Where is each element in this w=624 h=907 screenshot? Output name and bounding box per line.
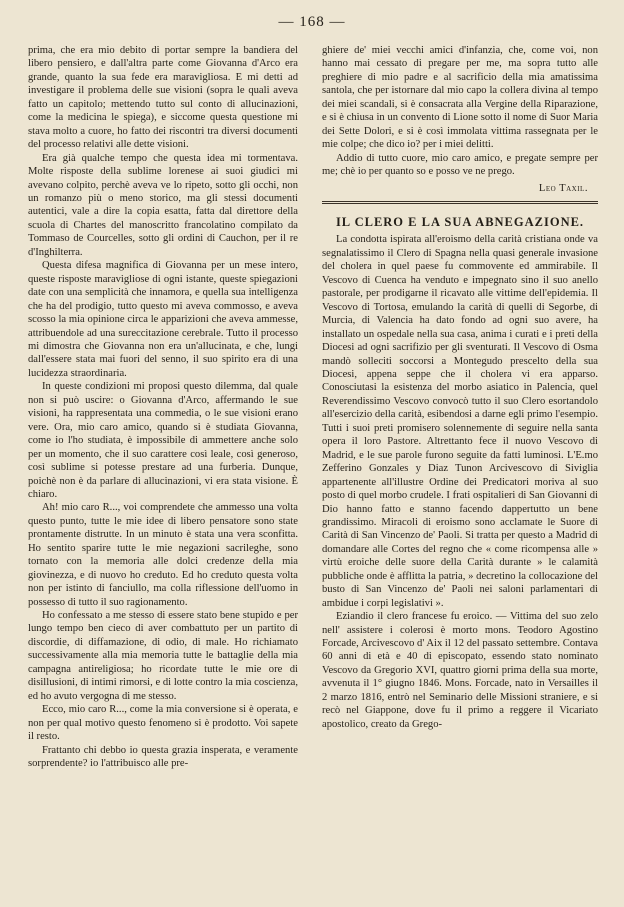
paragraph: Era già qualche tempo che questa idea mi tormentava. Molte risposte della sublime lorenese ai suoi giudici mi avevano colpito, perchè aveva ve lo ripeto, sotto gli occhi, non un romanzo più o meno storico, ma gli stessi documenti autentici, vale a dire la copia esatta, fatta dal direttore della scuola di Chartes del manoscritto francolatino compilato da Tommaso de Courcelles, sotto gli ordini di Cauchon, per il re d'Inghilterra. bbox=[28, 152, 298, 258]
paragraph: Eziandio il clero francese fu eroico. — Vittima del suo zelo nell' assistere i colerosi è morto mons. Teodoro Agostino Forcade, Arcivescovo d' Aix il 12 del passato settembre. Contava 60 anni di età e 40 di episcopato, essendo stato nominato Vescovo da Gregorio XVI, quattro giorni prima della sua morte, avvenuta il 1° giugno 1846. Mons. Forcade, nato in Versailles il 2 marzo 1816, entrò nel Seminario delle Missioni straniere, e si recò nel Giappone, dove fu il primo a reggere il Vicariato apostolico, creato da Grego- bbox=[322, 611, 598, 730]
page-number: — 168 — bbox=[278, 14, 346, 30]
section-divider-top bbox=[322, 201, 598, 202]
paragraph: Ecco, mio caro R..., come la mia conversione si è operata, e non per qual motivo questo fenomeno si è prodotto. Voi sapete il resto. bbox=[28, 704, 298, 743]
left-column bbox=[28, 44, 298, 770]
paragraph: ghiere de' miei vecchi amici d'infanzia, che, come voi, non hanno mai cessato di pregare per me, ma sopra tutto alle preghiere di mio padre e al sacrificio della mia amatissima santola, che per istornare dal mio capo la collera divina al tempo dei miei scandali, si è consacrata alla Vergine della Riparazione, e si è chiusa in un convento di Lione sotto il nome di Suor Maria dei Sette Dolori, e si è così immolata vittima rassegnata per le mie colpe; che dico io? per i miei delitti. bbox=[322, 45, 598, 151]
right-column bbox=[322, 44, 598, 731]
paragraph: La condotta ispirata all'eroismo della carità cristiana onde va segnalatissimo il Clero di Spagna nella quasi generale invasione del cholera in quel paese fu commovente ed ammirabile. Il Vescovo di Cuenca ha venduto e impegnato sino il suo anello pastorale, per prodigarne il ricavato alle vittime dell'epidemia. Il Vescovo di Tortosa, emulando la carità di quelli di Segorbe, di Murcia, di Valencia ha dato fondo ad ogni suo avere, ha installato un ospedale nella sua casa, anima i curati e i preti della Diocesi ad ogni sacrifizio per gli sventurati. Il Vescovo di Osma mandò solleciti soccorsi a Montegudo prescelto della sua Diocesi, appena seppe che il cholera vi era apparso. Conosciutasi la esistenza del morbo asiatico in Palencia, quel Reverendissimo Vescovo convocò tutto il suo Clero esortandolo all'esercizio della carità, esibendosi a darne egli primo l'esempio. Tutti i suoi preti promisero solennemente di seguire nella santa opera il loro Pastore. Altrettanto fece il nuovo Vescovo di Madrid, e le sue parole furono seguite da fatti luminosi. L'E.mo Zefferino Gonzales y Diaz Tunon Arcivescovo di Siviglia appartenente all'illustre Ordine dei Predicatori moriva al suo posto di quel morbo crudele. I frati ospitalieri di San Giovanni di Dio hanno fatto e stanno facendo dappertutto un bene grandissimo. Miracoli di eroismo sono acclamate le Suore di Carità di San Vincenzo de' Paoli. Si tratta per questo a Madrid di domandare alle Cortes del regno che « come ricompensa alle » virtù eroiche delle suore della Carità durante » le calamità pubbliche onde è afflitta la patria, » decretino la collocazione del busto di San Vincenzo de' Paoli nei saloni parlamentari di ambidue i corpi legislativi ». bbox=[322, 234, 598, 609]
paragraph: Ah! mio caro R..., voi comprendete che ammesso una volta questo punto, tutte le mie idee di libero pensatore sono state prontamente distrutte. In un minuto è stata una vera sconfitta. Ho sentito sparire tutte le mie negazioni sacrileghe, sono tornato con la memoria alle dolci credenze della mia giovinezza, e di nuovo ho creduto. Ed ho creduto questa volta non per istinto di fanciullo, ma colla riflessione dell'uomo in possesso di tutto il suo ragionamento. bbox=[28, 502, 298, 608]
paragraph: In queste condizioni mi proposi questo dilemma, dal quale non si può uscire: o Giovanna d'Arco, affermando le sue visioni, ha rappresentata una commedia, o le sue visioni erano vere. Ora, mio caro amico, quando si è studiata Giovanna, come io l'ho studiata, è impossibile di ammettere anche solo per un momento, che il suo carattere così leale, così generoso, così sublime si potesse prestare ad una furberia. Dunque, poichè non è da parlare di allucinazioni, vi era stata visione. È chiaro. bbox=[28, 381, 298, 500]
paragraph: Ho confessato a me stesso di essere stato bene stupido e per lungo tempo ben cieco di aver combattuto per un partito di discordie, di diffamazione, di odio, di male. Ho richiamato successivamente alla mia memoria tutte le battaglie della mia campagna antireligiosa; ho ricordate tutte le mie ore di disillusioni, di intimi rimorsi, e di lotte contro la mia coscienza, ed ho avuto vergogna di me stesso. bbox=[28, 610, 298, 702]
paragraph: Addio di tutto cuore, mio caro amico, e pregate sempre per me; chè io per quanto so e posso ve ne prego. bbox=[322, 152, 598, 178]
paragraph: prima, che era mio debito di portar sempre la bandiera del libero pensiero, e dall'altra parte come Giovanna d'Arco era grande, quanto la sua fede era maravigliosa. E mi detti ad investigare il problema delle sue visioni (sopra le quali aveva fatto un capitolo; mettendo tutto sul conto di allucinazioni, come la medicina le spiega), e siccome questa questione mi stava molto a cuore, ho fatto dei riscontri tra diversi documenti del processo relativi alle dette visioni. bbox=[28, 45, 298, 151]
paragraph: Questa difesa magnifica di Giovanna per un mese intero, queste risposte maravigliose di ogni istante, queste spiegazioni date con una semplicità che innamora, e quella sua intelligenza che ha del prodigio, tutto questo mi aveva commosso, e aveva scosso la mia opinione circa le apparizioni che aveva ammesse, attribuendole ad una sureccitazione cerebrale. Tutto il processo mi dimostra che Giovanna non era un'allucinata, e che, lungi dall'essere stata mai fuori del senno, il suo spirito era di una lucidezza straordinaria. bbox=[28, 260, 298, 379]
paragraph: Frattanto chi debbo io questa grazia insperata, e veramente sorprendente? io l'attribuisco alle pre- bbox=[28, 744, 298, 770]
section-divider-bottom bbox=[322, 203, 598, 204]
signature: Leo Taxil. bbox=[538, 182, 588, 194]
section-title: IL CLERO E LA SUA ABNEGAZIONE. bbox=[335, 214, 585, 229]
